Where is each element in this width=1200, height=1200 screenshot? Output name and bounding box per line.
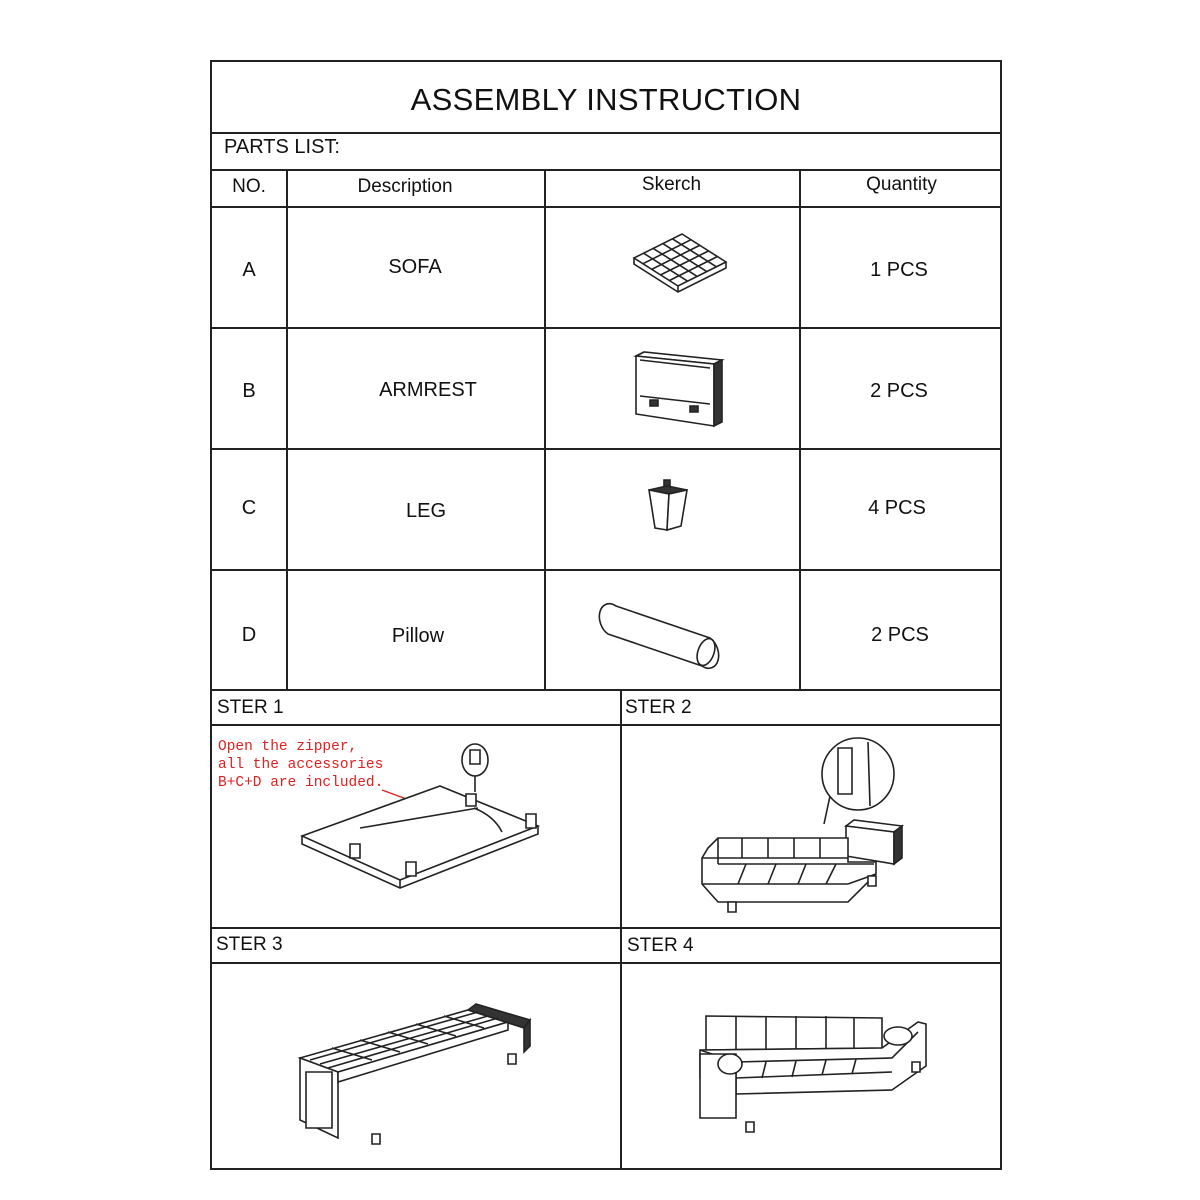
divider <box>212 327 1000 329</box>
part-no: C <box>241 497 257 519</box>
part-no: B <box>242 380 256 402</box>
header-quantity: Quantity <box>866 174 937 195</box>
divider <box>212 689 1000 691</box>
part-no: D <box>241 624 257 646</box>
column-divider <box>799 169 801 689</box>
step-4-label: STER 4 <box>627 935 694 956</box>
header-sketch: Skerch <box>641 174 702 195</box>
divider <box>212 132 1000 134</box>
part-quantity: 2 PCS <box>870 380 928 402</box>
step-2-label: STER 2 <box>625 697 692 718</box>
divider <box>212 927 1000 929</box>
part-description: ARMREST <box>379 379 477 401</box>
sofa-mattress-icon <box>632 232 728 294</box>
step-1-note: Open the zipper, all the accessories B+C+D are included. <box>218 739 384 791</box>
step-4-illustration <box>696 998 932 1138</box>
column-divider <box>286 169 288 689</box>
column-divider <box>544 169 546 689</box>
part-no: A <box>242 259 256 281</box>
part-description: Pillow <box>391 625 445 647</box>
part-quantity: 1 PCS <box>870 259 928 281</box>
step-1-label: STER 1 <box>217 697 284 718</box>
step-3-illustration <box>298 998 534 1148</box>
part-quantity: 4 PCS <box>868 497 926 519</box>
pillow-icon <box>598 602 722 670</box>
divider <box>212 724 1000 726</box>
divider <box>212 169 1000 171</box>
header-description: Description <box>357 176 453 197</box>
step-2-illustration <box>698 734 918 914</box>
divider <box>212 569 1000 571</box>
parts-list-label: PARTS LIST: <box>224 136 340 158</box>
leg-icon <box>647 480 689 532</box>
part-description: LEG <box>405 500 447 522</box>
assembly-instruction-sheet <box>210 60 1002 1170</box>
part-quantity: 2 PCS <box>871 624 929 646</box>
step-1-illustration <box>298 738 560 888</box>
page-title: ASSEMBLY INSTRUCTION <box>410 82 802 117</box>
header-no: NO. <box>232 176 266 197</box>
armrest-icon <box>634 352 724 430</box>
divider <box>212 206 1000 208</box>
part-description: SOFA <box>388 256 442 278</box>
divider <box>212 448 1000 450</box>
divider <box>212 962 1000 964</box>
step-3-label: STER 3 <box>216 934 283 955</box>
step-divider <box>620 689 622 1170</box>
